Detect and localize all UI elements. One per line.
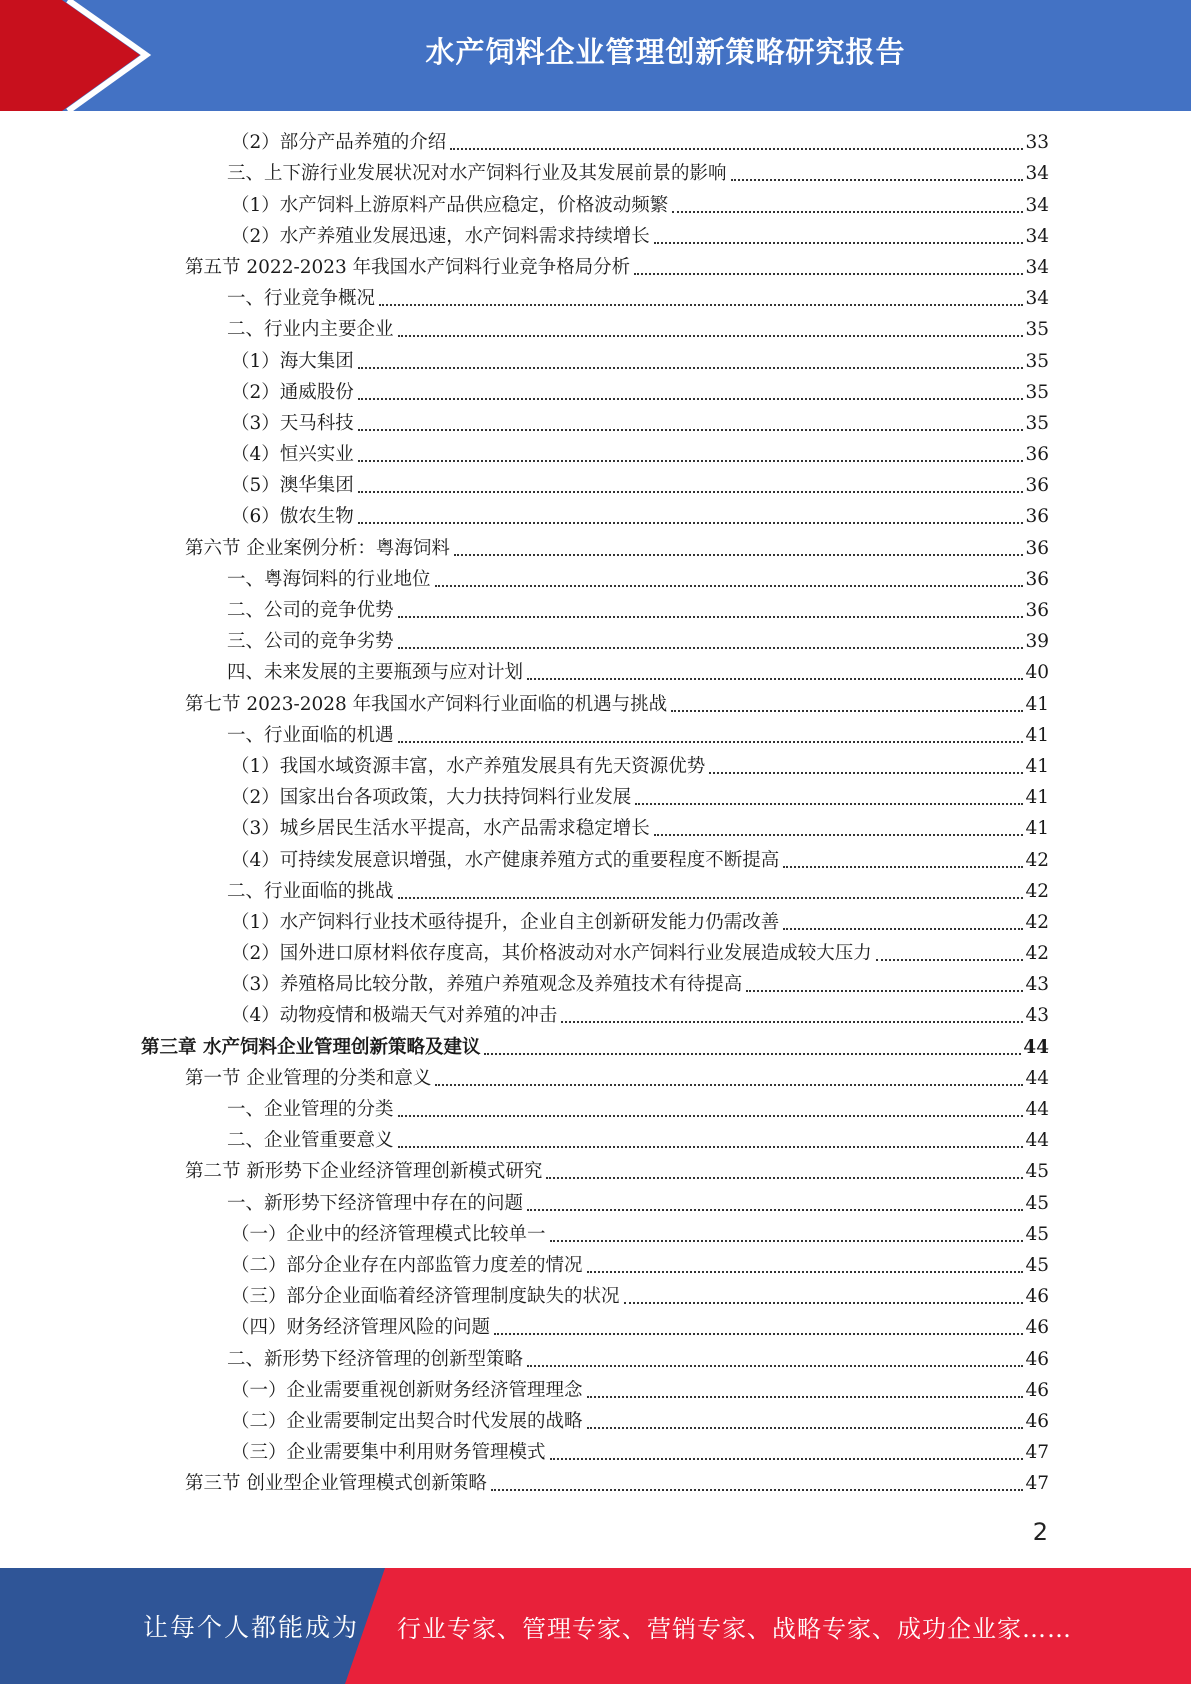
toc-entry-page: 45 — [1025, 1223, 1049, 1245]
toc-entry[interactable] — [141, 1343, 1049, 1374]
toc-dot-leader — [435, 585, 1024, 587]
toc-entry[interactable] — [141, 1281, 1049, 1312]
toc-entry[interactable] — [141, 1125, 1049, 1156]
toc-entry-page: 36 — [1025, 444, 1049, 466]
toc-dot-leader — [654, 834, 1024, 836]
toc-entry-title: （3）城乡居民生活水平提高，水产品需求稳定增长 — [231, 818, 650, 840]
toc-entry[interactable] — [141, 127, 1049, 158]
toc-entry-page: 47 — [1025, 1442, 1049, 1464]
toc-dot-leader — [358, 460, 1024, 462]
toc-dot-leader — [731, 179, 1024, 181]
toc-entry-page: 33 — [1025, 132, 1049, 154]
toc-entry[interactable] — [141, 1406, 1049, 1437]
toc-entry-title: 第六节 企业案例分析：粤海饲料 — [185, 537, 450, 559]
toc-entry-page: 35 — [1025, 319, 1049, 341]
toc-entry-page: 44 — [1025, 1067, 1049, 1089]
toc-dot-leader — [876, 959, 1024, 961]
page-number: 2 — [1032, 1518, 1048, 1546]
toc-entry[interactable] — [141, 1187, 1049, 1218]
toc-dot-leader — [450, 148, 1023, 150]
toc-entry-page: 44 — [1023, 1036, 1049, 1058]
toc-entry[interactable] — [141, 314, 1049, 345]
toc-entry[interactable] — [141, 751, 1049, 782]
toc-entry-page: 36 — [1025, 475, 1049, 497]
toc-entry[interactable] — [141, 813, 1049, 844]
toc-dot-leader — [709, 772, 1023, 774]
toc-dot-leader — [672, 211, 1023, 213]
toc-entry-page: 34 — [1025, 288, 1049, 310]
toc-entry-page: 46 — [1025, 1379, 1049, 1401]
toc-entry-page: 44 — [1025, 1099, 1049, 1120]
toc-entry-page: 34 — [1025, 225, 1049, 247]
toc-entry-title: （一）企业中的经济管理模式比较单一 — [231, 1223, 546, 1245]
toc-entry-page: 42 — [1025, 911, 1049, 933]
toc-entry[interactable] — [141, 1063, 1049, 1094]
toc-entry[interactable] — [141, 345, 1049, 376]
toc-dot-leader — [527, 1209, 1023, 1211]
toc-entry[interactable] — [141, 1219, 1049, 1250]
toc-entry[interactable] — [141, 1468, 1049, 1499]
toc-entry-title: 第七节 2023-2028 年我国水产饲料行业面临的机遇与挑战 — [185, 693, 668, 715]
toc-dot-leader — [671, 710, 1023, 712]
toc-entry[interactable] — [141, 564, 1049, 595]
toc-entry[interactable] — [141, 377, 1049, 408]
toc-entry[interactable] — [141, 720, 1049, 751]
toc-entry-page: 41 — [1025, 724, 1049, 746]
toc-entry-page: 46 — [1025, 1410, 1049, 1432]
toc-entry-title: 三、上下游行业发展状况对水产饲料行业及其发展前景的影响 — [227, 163, 727, 185]
toc-entry-title: 二、企业管重要意义 — [227, 1130, 394, 1152]
toc-entry-title: （三）部分企业面临着经济管理制度缺失的状况 — [231, 1286, 620, 1308]
toc-entry-page: 44 — [1025, 1130, 1049, 1152]
toc-dot-leader — [398, 1146, 1024, 1148]
toc-entry-title: （二）企业需要制定出契合时代发展的战略 — [231, 1410, 583, 1432]
toc-dot-leader — [398, 897, 1024, 899]
toc-entry[interactable] — [141, 1031, 1049, 1062]
toc-dot-leader — [587, 1271, 1024, 1273]
toc-entry-title: 一、企业管理的分类 — [227, 1099, 394, 1120]
toc-entry[interactable] — [141, 470, 1049, 501]
toc-dot-leader — [358, 429, 1024, 431]
toc-entry-title: （2）国外进口原材料依存度高，其价格波动对水产饲料行业发展造成较大压力 — [231, 943, 872, 965]
toc-entry-title: 二、公司的竞争优势 — [227, 600, 394, 621]
header-arrow-shape — [0, 0, 140, 111]
toc-dot-leader — [358, 522, 1024, 524]
toc-entry-title: （一）企业需要重视创新财务经济管理理念 — [231, 1379, 583, 1401]
toc-entry-page: 41 — [1025, 787, 1049, 809]
toc-entry-title: 第一节 企业管理的分类和意义 — [185, 1067, 432, 1089]
toc-entry[interactable] — [141, 969, 1049, 1000]
toc-dot-leader — [587, 1396, 1024, 1398]
toc-entry[interactable] — [141, 1094, 1049, 1125]
toc-dot-leader — [379, 304, 1023, 306]
toc-entry-title: （二）部分企业存在内部监管力度差的情况 — [231, 1254, 583, 1276]
toc-entry[interactable] — [141, 1250, 1049, 1281]
toc-entry-page: 36 — [1025, 506, 1049, 528]
toc-entry-page: 34 — [1025, 194, 1049, 216]
toc-entry-page: 35 — [1025, 412, 1049, 434]
toc-entry-page: 47 — [1025, 1473, 1049, 1495]
toc-entry-title: （4）恒兴实业 — [231, 444, 354, 466]
toc-entry[interactable] — [141, 1312, 1049, 1343]
toc-entry-title: 第五节 2022-2023 年我国水产饲料行业竞争格局分析 — [185, 256, 631, 278]
toc-entry-page: 42 — [1025, 880, 1049, 902]
toc-dot-leader — [491, 1489, 1024, 1491]
toc-entry-page: 43 — [1025, 974, 1049, 996]
toc-entry[interactable] — [141, 907, 1049, 938]
toc-entry-title: 四、未来发展的主要瓶颈与应对计划 — [227, 662, 524, 684]
toc-entry-title: 一、行业竞争概况 — [227, 288, 376, 310]
toc-entry-page: 36 — [1025, 600, 1049, 621]
toc-entry-page: 45 — [1025, 1161, 1049, 1183]
toc-entry-title: （2）通威股份 — [231, 381, 354, 403]
toc-entry-title: （6）傲农生物 — [231, 506, 354, 528]
toc-entry-title: （四）财务经济管理风险的问题 — [231, 1317, 491, 1339]
toc-entry[interactable] — [141, 1375, 1049, 1406]
toc-dot-leader — [398, 741, 1024, 743]
toc-dot-leader — [454, 554, 1024, 556]
toc-entry-page: 41 — [1025, 818, 1049, 840]
toc-dot-leader — [358, 491, 1024, 493]
toc-entry[interactable] — [141, 158, 1049, 189]
toc-entry-page: 34 — [1025, 163, 1049, 185]
toc-entry[interactable] — [141, 844, 1049, 875]
toc-entry[interactable] — [141, 626, 1049, 657]
toc-entry[interactable] — [141, 1437, 1049, 1468]
toc-dot-leader — [398, 616, 1024, 618]
toc-entry-title: 一、行业面临的机遇 — [227, 724, 394, 746]
toc-dot-leader — [546, 1177, 1023, 1179]
toc-dot-leader — [398, 335, 1024, 337]
toc-dot-leader — [484, 1053, 1021, 1055]
toc-dot-leader — [635, 803, 1023, 805]
toc-dot-leader — [550, 1458, 1024, 1460]
toc-entry-page: 45 — [1025, 1254, 1049, 1276]
toc-dot-leader — [527, 1365, 1023, 1367]
toc-dot-leader — [624, 1302, 1024, 1304]
toc-entry[interactable] — [141, 252, 1049, 283]
toc-entry-title: 一、新形势下经济管理中存在的问题 — [227, 1192, 524, 1214]
toc-entry-title: （2）水产养殖业发展迅速，水产饲料需求持续增长 — [231, 225, 650, 247]
toc-entry-title: （4）可持续发展意识增强，水产健康养殖方式的重要程度不断提高 — [231, 849, 780, 871]
toc-entry[interactable] — [141, 189, 1049, 220]
toc-entry[interactable] — [141, 595, 1049, 626]
toc-dot-leader — [435, 1084, 1023, 1086]
toc-entry-page: 36 — [1025, 568, 1049, 590]
toc-entry-page: 42 — [1025, 849, 1049, 871]
toc-entry-title: （3）养殖格局比较分散，养殖户养殖观念及养殖技术有待提高 — [231, 974, 743, 996]
toc-entry-page: 34 — [1025, 256, 1049, 278]
toc-dot-leader — [654, 242, 1024, 244]
toc-entry-title: （1）水产饲料行业技术亟待提升，企业自主创新研发能力仍需改善 — [231, 911, 780, 933]
toc-entry[interactable] — [141, 876, 1049, 907]
toc-entry-title: （1）水产饲料上游原料产品供应稳定，价格波动频繁 — [231, 194, 669, 216]
toc-entry-title: 二、新形势下经济管理的创新型策略 — [227, 1348, 524, 1370]
toc-dot-leader — [358, 398, 1024, 400]
report-title: 水产饲料企业管理创新策略研究报告 — [425, 34, 906, 69]
toc-entry[interactable] — [141, 688, 1049, 719]
toc-dot-leader — [527, 678, 1023, 680]
toc-entry[interactable] — [141, 938, 1049, 969]
toc-dot-leader — [783, 928, 1023, 930]
footer-slogan-left: 让每个人都能成为 — [143, 1613, 360, 1642]
toc-dot-leader — [494, 1333, 1023, 1335]
toc-dot-leader — [587, 1427, 1024, 1429]
toc-entry[interactable] — [141, 221, 1049, 252]
toc-entry[interactable] — [141, 1156, 1049, 1187]
toc-entry-page: 40 — [1025, 662, 1049, 684]
toc-entry-page: 45 — [1025, 1192, 1049, 1214]
toc-entry-title: （4）动物疫情和极端天气对养殖的冲击 — [231, 1005, 558, 1027]
toc-entry-title: 第二节 新形势下企业经济管理创新模式研究 — [185, 1161, 543, 1183]
toc-dot-leader — [783, 866, 1023, 868]
toc-entry-title: （2）部分产品养殖的介绍 — [231, 132, 447, 154]
toc-dot-leader — [746, 990, 1023, 992]
toc-entry-page: 46 — [1025, 1348, 1049, 1370]
toc-entry-title: （1）海大集团 — [231, 350, 354, 372]
toc-entry-page: 35 — [1025, 350, 1049, 372]
report-header — [0, 0, 1191, 111]
toc-entry-title: （1）我国水域资源丰富，水产养殖发展具有先天资源优势 — [231, 755, 706, 777]
toc-entry[interactable] — [141, 408, 1049, 439]
toc-entry[interactable] — [141, 782, 1049, 813]
toc-entry-title: 第三节 创业型企业管理模式创新策略 — [185, 1473, 487, 1495]
toc-entry-page: 35 — [1025, 381, 1049, 403]
toc-entry-title: 第三章 水产饲料企业管理创新策略及建议 — [141, 1036, 481, 1058]
table-of-contents — [141, 127, 1049, 1499]
toc-entry-page: 41 — [1025, 755, 1049, 777]
toc-entry-title: （5）澳华集团 — [231, 475, 354, 497]
toc-dot-leader — [561, 1021, 1023, 1023]
toc-entry-title: 三、公司的竞争劣势 — [227, 631, 394, 653]
toc-entry[interactable] — [141, 501, 1049, 532]
toc-entry[interactable] — [141, 532, 1049, 563]
toc-entry-page: 41 — [1025, 693, 1049, 715]
toc-entry-page: 43 — [1025, 1005, 1049, 1027]
toc-entry[interactable] — [141, 657, 1049, 688]
toc-entry-page: 39 — [1025, 631, 1049, 653]
toc-entry[interactable] — [141, 283, 1049, 314]
toc-entry-page: 36 — [1025, 537, 1049, 559]
toc-dot-leader — [634, 273, 1023, 275]
toc-entry-page: 46 — [1025, 1286, 1049, 1308]
toc-dot-leader — [398, 647, 1024, 649]
toc-entry[interactable] — [141, 439, 1049, 470]
toc-dot-leader — [550, 1240, 1024, 1242]
footer-slogan-right: 行业专家、管理专家、营销专家、战略专家、成功企业家…… — [397, 1614, 1072, 1643]
toc-entry[interactable] — [141, 1000, 1049, 1031]
toc-entry-title: 二、行业内主要企业 — [227, 319, 394, 341]
toc-entry-title: （三）企业需要集中利用财务管理模式 — [231, 1442, 546, 1464]
toc-entry-title: 二、行业面临的挑战 — [227, 880, 394, 902]
toc-entry-page: 42 — [1025, 943, 1049, 965]
toc-entry-title: （2）国家出台各项政策，大力扶持饲料行业发展 — [231, 787, 632, 809]
toc-dot-leader — [358, 367, 1024, 369]
toc-dot-leader — [398, 1115, 1024, 1117]
report-footer — [0, 1568, 1191, 1684]
toc-entry-page: 46 — [1025, 1317, 1049, 1339]
toc-entry-title: 一、粤海饲料的行业地位 — [227, 568, 431, 590]
toc-entry-title: （3）天马科技 — [231, 412, 354, 434]
